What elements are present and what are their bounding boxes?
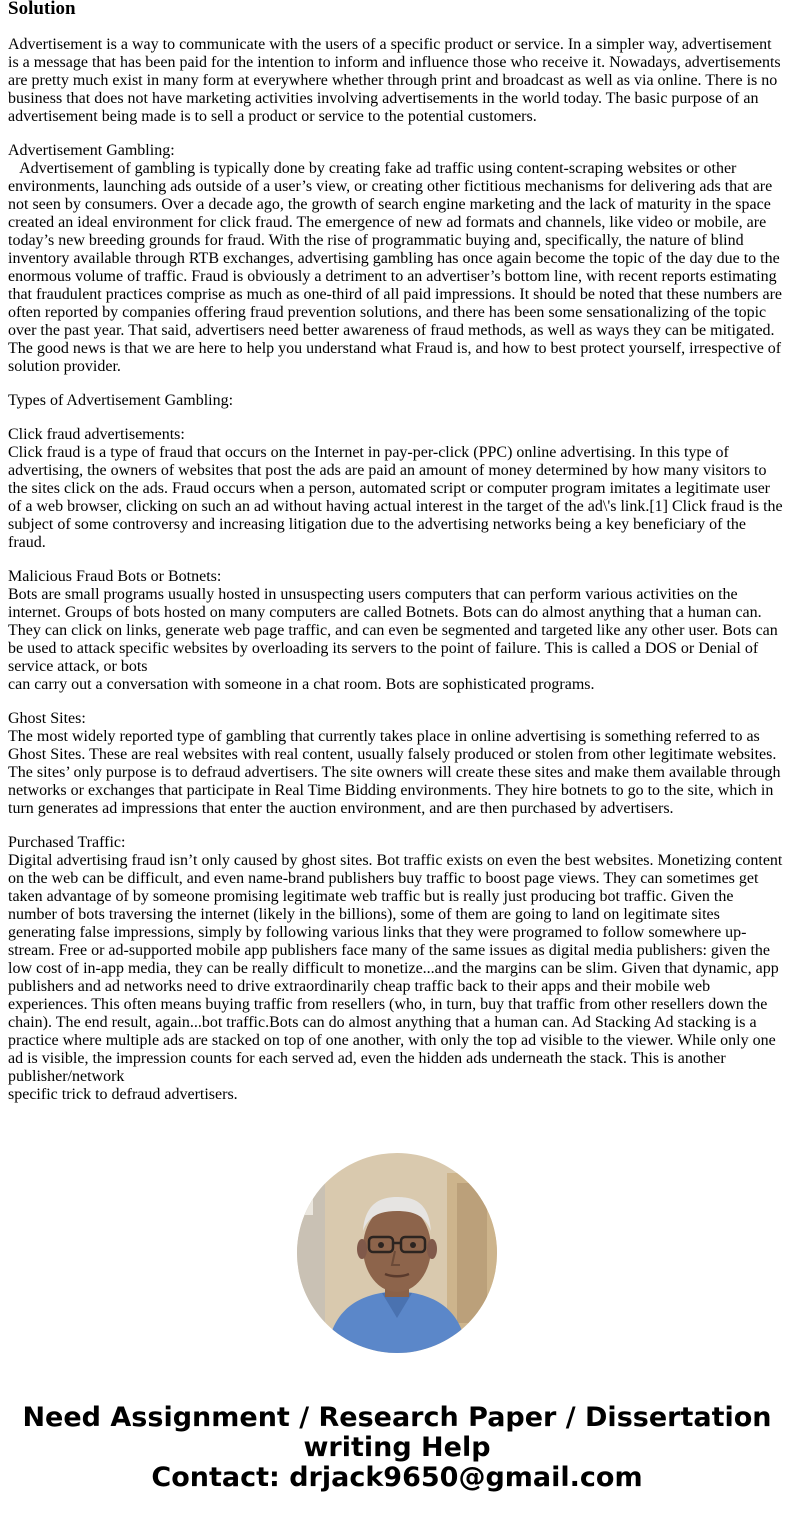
purchased-section	[8, 834, 786, 1104]
gambling-title: Advertisement Gambling:	[8, 142, 175, 159]
click-fraud-section	[8, 426, 786, 552]
footer-contact-line: Contact: drjack9650@gmail.com	[151, 1462, 643, 1493]
ghost-title: Ghost Sites:	[8, 710, 86, 727]
bots-body-continued: can carry out a conversation with someone in a chat room. Bots are sophisticated programs.	[8, 676, 595, 693]
bots-title: Malicious Fraud Bots or Botnets:	[8, 568, 222, 585]
bots-body: Bots are small programs usually hosted in unsuspecting users computers that can perform various activities on the internet. Groups of bots hosted on many computers are called Botnets. Bots can do almost anything that a human can. They can click on links, generate web page traffic, and can even be segmented and targeted like any other user. Bots can be used to attack specific websites by overloading its servers to the point of failure. This is called a DOS or Denial of service attack, or bots	[8, 586, 778, 675]
footer-help-line: Need Assignment / Research Paper / Dissertation writing Help	[22, 1402, 772, 1463]
gambling-section	[8, 142, 786, 376]
bots-section	[8, 568, 786, 694]
click-fraud-title: Click fraud advertisements:	[8, 426, 185, 443]
article	[8, 0, 786, 1120]
gambling-body: Advertisement of gambling is typically done by creating fake ad traffic using content-scraping websites or other environments, launching ads outside of a user’s view, or creating other fictitious mechanisms for delivering ads that are not seen by consumers. Over a decade ago, the growth of search engine marketing and the lack of maturity in the space created an ideal environment for click fraud. The emergence of new ad formats and channels, like video or mobile, are today’s new breeding grounds for fraud. With the rise of programmatic buying and, specifically, the nature of blind inventory available through RTB exchanges, advertising gambling has once again become the topic of the day due to the enormous volume of traffic. Fraud is obviously a detriment to an advertiser’s bottom line, with recent reports estimating that fraudulent practices comprise as much as one-third of all paid impressions. It should be noted that these numbers are often reported by companies offering fraud prevention solutions, and there has been some sensationalizing of the topic over the past year. That said, advertisers need better awareness of fraud methods, as well as ways they can be mitigated. The good news is that we are here to help you understand what Fraud is, and how to best protect yourself, irrespective of solution provider.	[8, 160, 782, 375]
solution-heading: Solution	[8, 0, 76, 19]
ghost-body: The most widely reported type of gambling that currently takes place in online advertising is something referred to as Ghost Sites. These are real websites with real content, usually falsely produced or stolen from other legitimate websites. The sites’ only purpose is to defraud advertisers. The site owners will create these sites and make them available through networks or exchanges that participate in Real Time Bidding environments. They hire botnets to go to the site, which in turn generates ad impressions that enter the auction environment, and are then purchased by advertisers.	[8, 728, 781, 817]
types-title: Types of Advertisement Gambling:	[8, 392, 234, 409]
purchased-body-continued: specific trick to defraud advertisers.	[8, 1086, 238, 1103]
purchased-title: Purchased Traffic:	[8, 834, 126, 851]
intro-paragraph: Advertisement is a way to communicate with the users of a specific product or service. In a simpler way, advertisement is a message that has been paid for the intention to inform and influence those who receive it. Nowadays, advertisements are pretty much exist in many form at everywhere whether through print and broadcast as well as via online. There is no business that does not have marketing activities involving advertisements in the world today. The basic purpose of an advertisement being made is to sell a product or service to the potential customers.	[8, 36, 781, 125]
author-photo	[297, 1153, 497, 1353]
promo-footer	[0, 1403, 794, 1493]
click-fraud-body: Click fraud is a type of fraud that occurs on the Internet in pay-per-click (PPC) online advertising. In this type of advertising, the owners of websites that post the ads are paid an amount of money determined by how many visitors to the sites click on the ads. Fraud occurs when a person, automated script or computer program imitates a legitimate user of a web browser, clicking on such an ad without having actual interest in the target of the ad\'s link.[1] Click fraud is the subject of some controversy and increasing litigation due to the advertising networks being a key beneficiary of the fraud.	[8, 444, 783, 551]
purchased-body: Digital advertising fraud isn’t only caused by ghost sites. Bot traffic exists on even the best websites. Monetizing content on the web can be difficult, and even name-brand publishers buy traffic to boost page views. They can sometimes get taken advantage of by someone promising legitimate web traffic but is really just producing bot traffic. Given the number of bots traversing the internet (likely in the billions), some of them are going to land on legitimate sites generating false impressions, simply by following various links that they were programed to follow somewhere up-stream. Free or ad-supported mobile app publishers face many of the same issues as digital media publishers: given the low cost of in-app media, they can be really difficult to monetize...and the margins can be slim. Given that dynamic, app publishers and ad networks need to drive extraordinarily cheap traffic back to their apps and their mobile web experiences. This often means buying traffic from resellers (who, in turn, buy that traffic from other resellers down the chain). The end result, again...bot traffic.Bots can do almost anything that a human can. Ad Stacking Ad stacking is a practice where multiple ads are stacked on top of one another, with only the top ad visible to the viewer. While only one ad is visible, the impression counts for each served ad, even the hidden ads underneath the stack. This is another publisher/network	[8, 852, 783, 1085]
ghost-section	[8, 710, 786, 818]
author-portrait-image	[297, 1153, 497, 1353]
